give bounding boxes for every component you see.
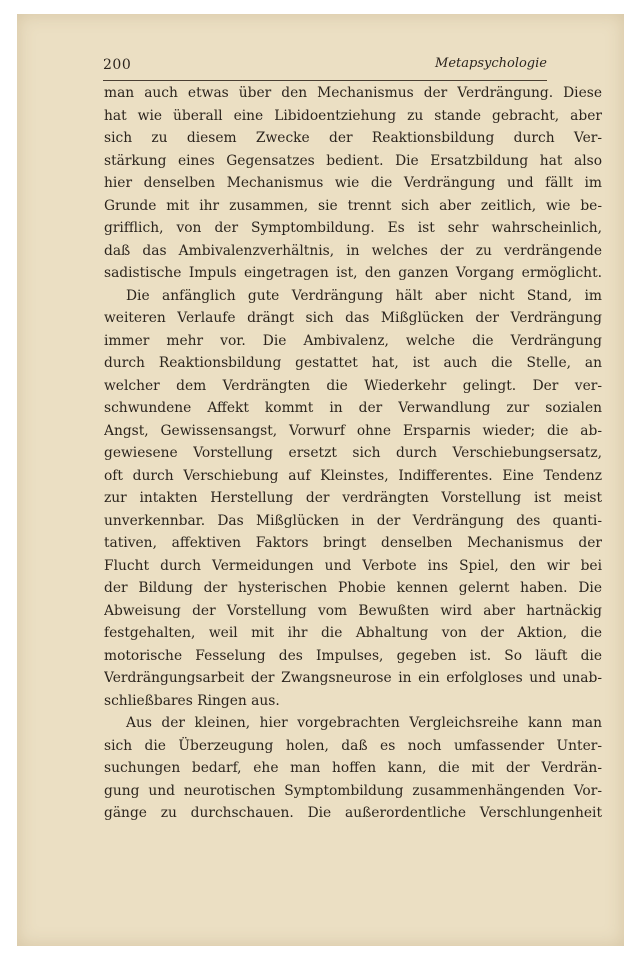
text-line: Die anfänglich gute Verdrängung hält aber nicht Stand, im xyxy=(126,287,602,304)
text-line: Verdrängungsarbeit der Zwangsneurose in ein erfolgloses und unab- xyxy=(104,670,602,686)
text-line: Angst, Gewissensangst, Vorwurf ohne Ersparnis wieder; die ab- xyxy=(104,422,602,439)
text-line: Flucht durch Vermeidungen und Verbote ins Spiel, den wir bei xyxy=(104,557,602,574)
paragraph xyxy=(104,712,602,825)
text-line: gänge zu durchschauen. Die außerordentliche Verschlungenheit xyxy=(104,805,602,821)
text-line: weiteren Verlaufe drängt sich das Mißglücken der Verdrängung xyxy=(104,310,602,326)
body-text xyxy=(104,82,602,825)
text-line: sich zu diesem Zwecke der Reaktionsbildung durch Ver- xyxy=(104,130,602,146)
text-line: gung und neurotischen Symptombildung zusammenhängenden Vor- xyxy=(104,782,602,799)
text-line: grifflich, von der Symptombildung. Es ist sehr wahrscheinlich, xyxy=(104,220,602,236)
text-line: Grunde mit ihr zusammen, sie trennt sich aber zeitlich, wie be- xyxy=(104,197,602,214)
text-line: der Bildung der hysterischen Phobie kennen gelernt haben. Die xyxy=(104,580,602,596)
text-line: gewiesene Vorstellung ersetzt sich durch Verschiebungsersatz, xyxy=(104,445,602,461)
text-line: festgehalten, weil mit ihr die Abhaltung von der Aktion, die xyxy=(104,625,602,641)
text-line: schwundene Affekt kommt in der Verwandlung zur sozialen xyxy=(104,400,602,416)
page-header xyxy=(103,54,547,81)
text-line: Aus der kleinen, hier vorgebrachten Vergleichsreihe kann man xyxy=(126,715,602,731)
text-line: unverkennbar. Das Mißglücken in der Verdrängung des quanti- xyxy=(104,512,602,529)
text-line: oft durch Verschiebung auf Kleinstes, Indifferentes. Eine Tendenz xyxy=(104,467,602,484)
paragraph xyxy=(104,285,602,713)
text-line: immer mehr vor. Die Ambivalenz, welche die Verdrängung xyxy=(104,332,602,349)
text-line: schließbares Ringen aus. xyxy=(104,692,280,709)
text-line: motorische Fesselung des Impulses, gegeben ist. So läuft die xyxy=(104,647,602,664)
text-line: man auch etwas über den Mechanismus der Verdrängung. Diese xyxy=(104,85,602,101)
text-line: zur intakten Herstellung der verdrängten Vorstellung ist meist xyxy=(104,490,602,506)
text-line: Abweisung der Vorstellung vom Bewußten wird aber hartnäckig xyxy=(104,602,602,619)
text-line: suchungen bedarf, ehe man hoffen kann, die mit der Verdrän- xyxy=(104,760,602,776)
text-line: hier denselben Mechanismus wie die Verdrängung und fällt im xyxy=(104,175,602,191)
text-line: durch Reaktionsbildung gestattet hat, ist auch die Stelle, an xyxy=(104,355,602,371)
text-line: sadistische Impuls eingetragen ist, den ganzen Vorgang ermöglicht. xyxy=(104,265,602,281)
text-line: sich die Überzeugung holen, daß es noch umfassender Unter- xyxy=(104,737,602,754)
text-line: daß das Ambivalenzverhältnis, in welches der zu verdrängende xyxy=(104,242,602,259)
book-page xyxy=(17,14,624,946)
text-line: welcher dem Verdrängten die Wiederkehr gelingt. Der ver- xyxy=(104,377,602,394)
paragraph xyxy=(104,82,602,285)
text-line: stärkung eines Gegensatzes bedient. Die Ersatzbildung hat also xyxy=(104,152,602,169)
text-line: tativen, affektiven Faktors bringt denselben Mechanismus der xyxy=(104,535,602,551)
running-title: Metapsychologie xyxy=(435,56,547,71)
page-number: 200 xyxy=(103,57,132,73)
text-line: hat wie überall eine Libidoentziehung zu stande gebracht, aber xyxy=(104,107,602,124)
